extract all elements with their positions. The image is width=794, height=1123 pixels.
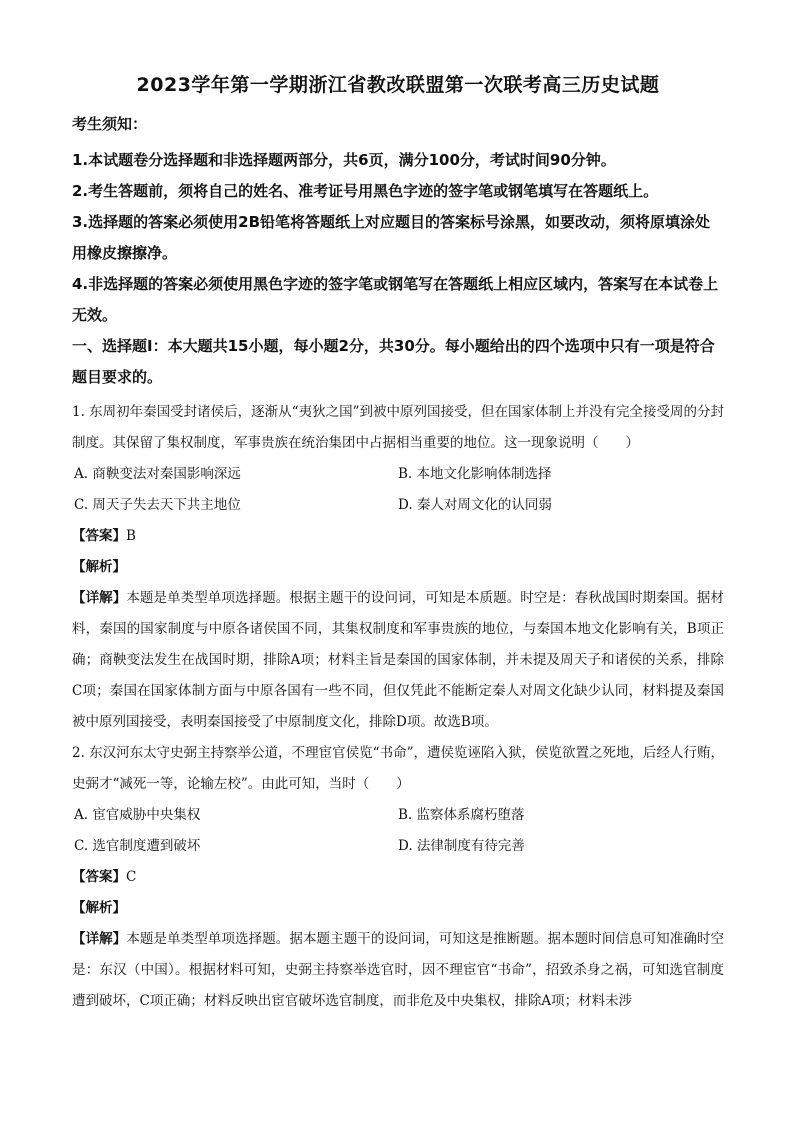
answer-line: [72, 521, 724, 552]
option-a: A. 宦官威胁中央集权: [74, 807, 201, 823]
option-c: C. 周天子失去天下共主地位: [74, 497, 241, 513]
option-b: B. 监察体系腐朽堕落: [398, 807, 525, 823]
exam-page: [72, 70, 724, 1017]
notice-rule-1: 1.本试题卷分选择题和非选择题两部分，共6页，满分100分，考试时间90分钟。: [72, 151, 616, 169]
section-heading: 一、选择题Ⅰ：本大题共15小题，每小题2分，共30分。每小题给出的四个选项中只有一项是符合题目要求的。: [72, 337, 715, 386]
analysis-label: 【解析】: [72, 559, 126, 575]
answer-value: B: [126, 528, 136, 544]
question-stem: 2. 东汉河东太守史弼主持察举公道，不理宦官侯览“书命”，遭侯览诬陷入狱，侯览欲置之死地，后经人行贿，史弼才“减死一等，论输左校”。由此可知，当时（ ）: [72, 745, 724, 792]
detail-paragraph: [72, 583, 724, 738]
question-options: [72, 459, 724, 521]
question-options: [72, 800, 724, 862]
exam-title: 2023学年第一学期浙江省教改联盟第一次联考高三历史试题: [136, 74, 660, 96]
detail-text: 本题是单类型单项选择题。根据主题干的设问词，可知是本质题。时空是：春秋战国时期秦国。据材料，秦国的国家制度与中原各诸侯国不同，其集权制度和军事贵族的地位，与秦国本地文化影响有关，B项正确；商鞅变法发生在战国时期，排除A项；材料主旨是秦国的国家体制，并未提及周天子和诸侯的关系，排除C项；秦国在国家体制方面与中原各国有一些不同，但仅凭此不能断定秦人对周文化缺少认同，材料提及秦国被中原列国接受，表明秦国接受了中原制度文化，排除D项。故选B项。: [72, 590, 725, 730]
question-stem: 1. 东周初年秦国受封诸侯后，逐渐从“夷狄之国”到被中原列国接受，但在国家体制上并没有完全接受周的分封制度。其保留了集权制度，军事贵族在统治集团中占据相当重要的地位。这一现象说明（ ）: [72, 404, 724, 451]
option-c: C. 选官制度遭到破坏: [74, 838, 201, 854]
analysis-line: [72, 552, 724, 583]
answer-label: 【答案】: [72, 869, 126, 885]
option-b: B. 本地文化影响体制选择: [398, 466, 552, 482]
option-d: D. 秦人对周文化的认同弱: [398, 497, 552, 513]
notice-rule-4: 4.非选择题的答案必须使用黑色字迹的签字笔或钢笔写在答题纸上相应区域内，答案写在本试卷上无效。: [72, 275, 719, 324]
detail-text: 本题是单类型单项选择题。据本题主题干的设问词，可知这是推断题。据本题时间信息可知准确时空是：东汉（中国）。根据材料可知，史弼主持察举选官时，因不理宦官“书命”，招致杀身之祸，可知选官制度遭到破坏，C项正确；材料反映出宦官破坏选官制度，而非危及中央集权，排除A项；材料未涉: [72, 931, 725, 1009]
notice-rule-3: 3.选择题的答案必须使用2B铅笔将答题纸上对应题目的答案标号涂黑，如要改动，须将原填涂处用橡皮擦擦净。: [72, 213, 711, 262]
notice-rule-2: 2.考生答题前，须将自己的姓名、准考证号用黑色字迹的签字笔或钢笔填写在答题纸上。: [72, 182, 659, 200]
answer-label: 【答案】: [72, 528, 126, 544]
analysis-line: [72, 893, 724, 924]
option-a: A. 商鞅变法对秦国影响深远: [74, 466, 241, 482]
answer-value: C: [126, 869, 137, 885]
detail-label: 【详解】: [72, 590, 127, 606]
detail-label: 【详解】: [72, 931, 127, 947]
question-2: [72, 738, 724, 1017]
notice-heading: 考生须知：: [72, 115, 148, 133]
analysis-label: 【解析】: [72, 900, 126, 916]
option-d: D. 法律制度有待完善: [398, 838, 525, 854]
question-1: [72, 397, 724, 738]
answer-line: [72, 862, 724, 893]
detail-paragraph: [72, 924, 724, 1017]
